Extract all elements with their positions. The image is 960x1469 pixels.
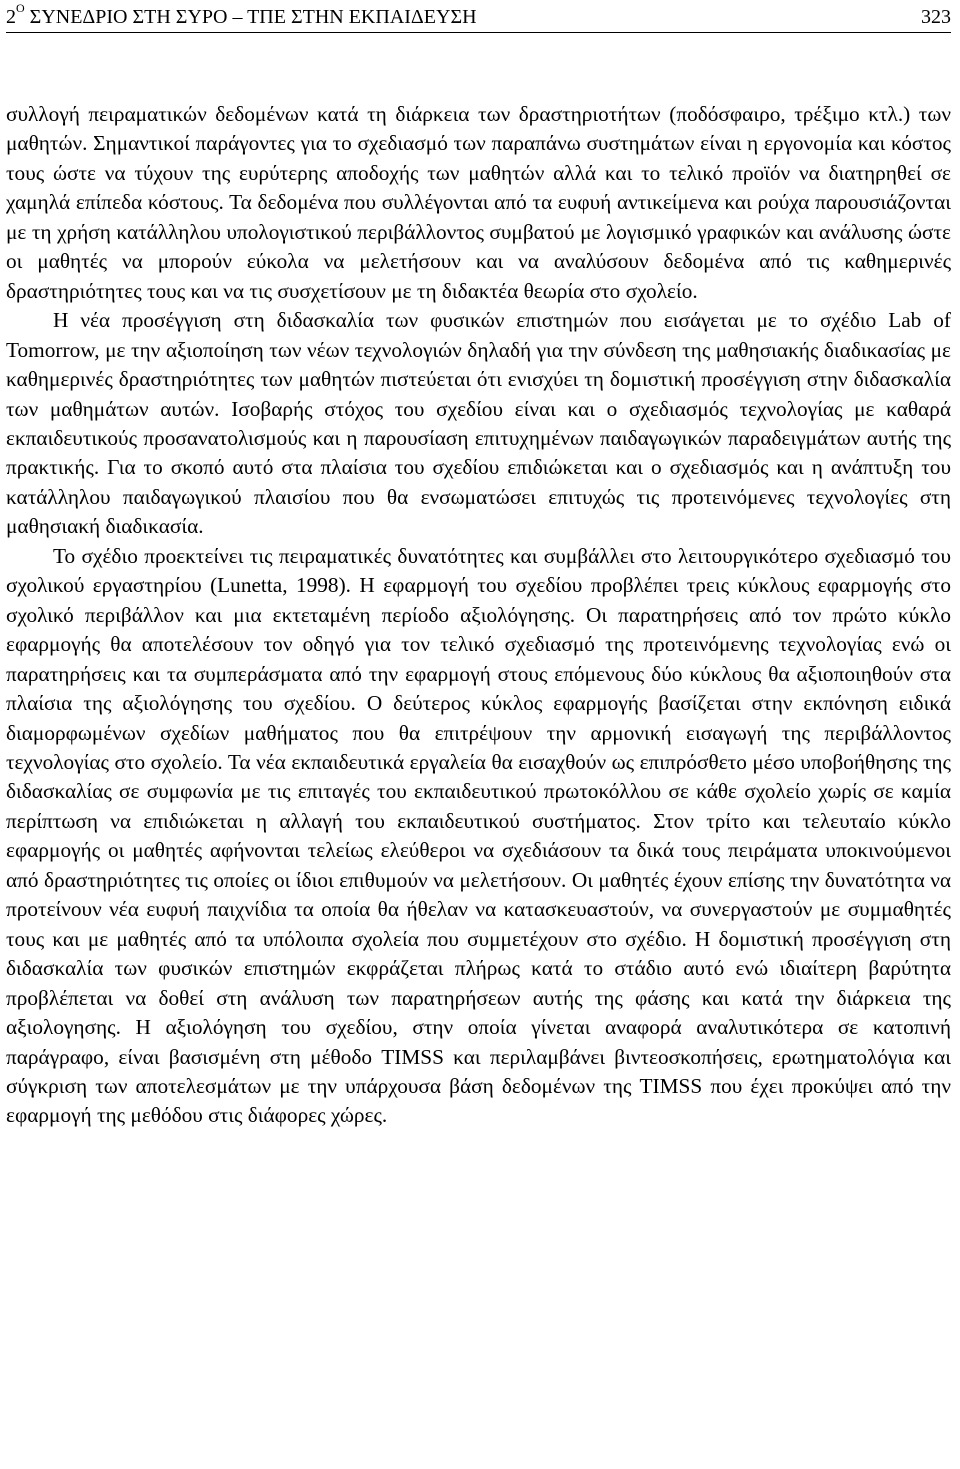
paragraph: Η νέα προσέγγιση στη διδασκαλία των φυσικών επιστημών που εισάγεται με το σχέδιο Lab of Tomorrow, με την αξιοποίηση των νέων τεχνολογιών δηλαδή για την σύνδεση της μαθησιακής διαδικασίας με καθημερινές δραστηριότητες των μαθητών πιστεύεται ότι ενισχύει τη δομιστική προσέγγιση στην διδασκαλία των μαθημάτων αυτών. Ισοβαρής στόχος του σχεδίου είναι και ο σχεδιασμός τεχνολογίας με καθαρά εκπαιδευτικούς προσανατολισμούς και η παρουσίαση επιτυχημένων παιδαγωγικών παραδειγμάτων αυτής της πρακτικής. Για το σκοπό αυτό στα πλαίσια του σχεδίου επιδιώκεται και ο σχεδιασμός και η ανάπτυξη του κατάλληλου παιδαγωγικού πλαισίου που θα ενσωματώσει επιτυχώς τις προτεινόμενες τεχνολογίες στη μαθησιακή διαδικασία. xyxy=(6,308,951,539)
body-text xyxy=(6,100,951,1131)
paragraph-continued: συλλογή πειραματικών δεδομένων κατά τη διάρκεια των δραστηριοτήτων (ποδόσφαιρο, τρέξιμο κτλ.) των μαθητών. Σημαντικοί παράγοντες για το σχεδιασμό των παραπάνω συστημάτων είναι η εργονομία και κόστος τους ώστε να τύχουν της ευρύτερης αποδοχής των μαθητών αλλά και το τελικό προϊόν να διατηρηθεί σε χαμηλά επίπεδα κόστους. Τα δεδομένα που συλλέγονται από τα ευφυή αντικείμενα και ρούχα παρουσιάζονται με τη χρήση κατάλληλου υπολογιστικού περιβάλλοντος συμβατού με λογισμικό γραφικών και ανάλυσης ώστε οι μαθητές να μπορούν εύκολα να μελετήσουν και να αναλύσουν δεδομένα από τις καθημερινές δραστηριότητες τους και να τις συσχετίσουν με τη διδακτέα θεωρία στο σχολείο. xyxy=(6,102,951,303)
conference-ordinal: 2 xyxy=(6,6,16,28)
conference-title-text: ΣΥΝΕΔΡΙΟ ΣΤΗ ΣΥΡΟ – ΤΠΕ ΣΤΗΝ ΕΚΠΑΙΔΕΥΣΗ xyxy=(24,6,477,28)
paragraph: Το σχέδιο προεκτείνει τις πειραματικές δυνατότητες και συμβάλλει στο λειτουργικότερο σχεδιασμό του σχολικού εργαστηρίου (Lunetta, 1998). Η εφαρμογή του σχεδίου προβλέπει τρεις κύκλους εφαρμογής στο σχολικό περιβάλλον και μια εκτεταμένη περίοδο αξιολόγησης. Οι παρατηρήσεις από τον πρώτο κύκλο εφαρμογής θα αποτελέσουν τον οδηγό για τον τελικό σχεδιασμό της προτεινόμενης τεχνολογίας ενώ οι παρατηρήσεις και τα συμπεράσματα από την εφαρμογή στους επόμενους δύο κύκλους θα αξιοποιηθούν στα πλαίσια της αξιολόγησης του σχεδίου. Ο δεύτερος κύκλος εφαρμογής βασίζεται στην εκπόνηση ειδικά διαμορφωμένων σχεδίων μαθήματος που θα επιτρέψουν την αρμονική εισαγωγή της περιβάλλοντος τεχνολογίας στο σχολείο. Τα νέα εκπαιδευτικά εργαλεία θα εισαχθούν ως επιπρόσθετο μέσο υποβοήθησης της διδασκαλίας σε συμφωνία με τις επιταγές του εκπαιδευτικού πρωτοκόλλου σε κάθε σχολείο χωρίς σε καμία περίπτωση να επιδιώκεται η αλλαγή του εκπαιδευτικού συστήματος. Στον τρίτο και τελευταίο κύκλο εφαρμογής οι μαθητές αφήνονται τελείως ελεύθεροι να σχεδιάσουν τα δικά τους πειράματα υποκινούμενοι από δραστηριότητες τις οποίες οι ίδιοι επιθυμούν να μελετήσουν. Οι μαθητές έχουν επίσης την δυνατότητα να προτείνουν νέα ευφυή παιχνίδια τα οποία θα ήθελαν να κατασκευαστούν, να συνεργαστούν με συμμαθητές τους και με μαθητές από τα υπόλοιπα σχολεία που συμμετέχουν στο σχέδιο. Η δομιστική προσέγγιση στη διδασκαλία των φυσικών επιστημών εκφράζεται πλήρως κατά το στάδιο αυτό ενώ ιδιαίτερη βαρύτητα προβλέπεται να δοθεί στη ανάλυση των παρατηρήσεων αυτής της φάσης και κατά την διάρκεια της αξιολογησης. Η αξιολόγηση του σχεδίου, στην οποία γίνεται αναφορά αναλυτικότερα σε κατοπινή παράγραφο, είναι βασισμένη στη μέθοδο TIMSS και περιλαμβάνει βιντεοσκοπήσεις, ερωτηματολόγια και σύγκριση των αποτελεσμάτων με την υπάρχουσα βάση δεδομένων της TIMSS που έχει προκύψει από την εφαρμογή της μεθόδου στις διάφορες χώρες. xyxy=(6,543,951,1128)
running-header xyxy=(6,1,951,33)
conference-title xyxy=(6,1,477,30)
page-number: 323 xyxy=(921,6,951,28)
ordinal-superscript: Ο xyxy=(16,1,25,15)
